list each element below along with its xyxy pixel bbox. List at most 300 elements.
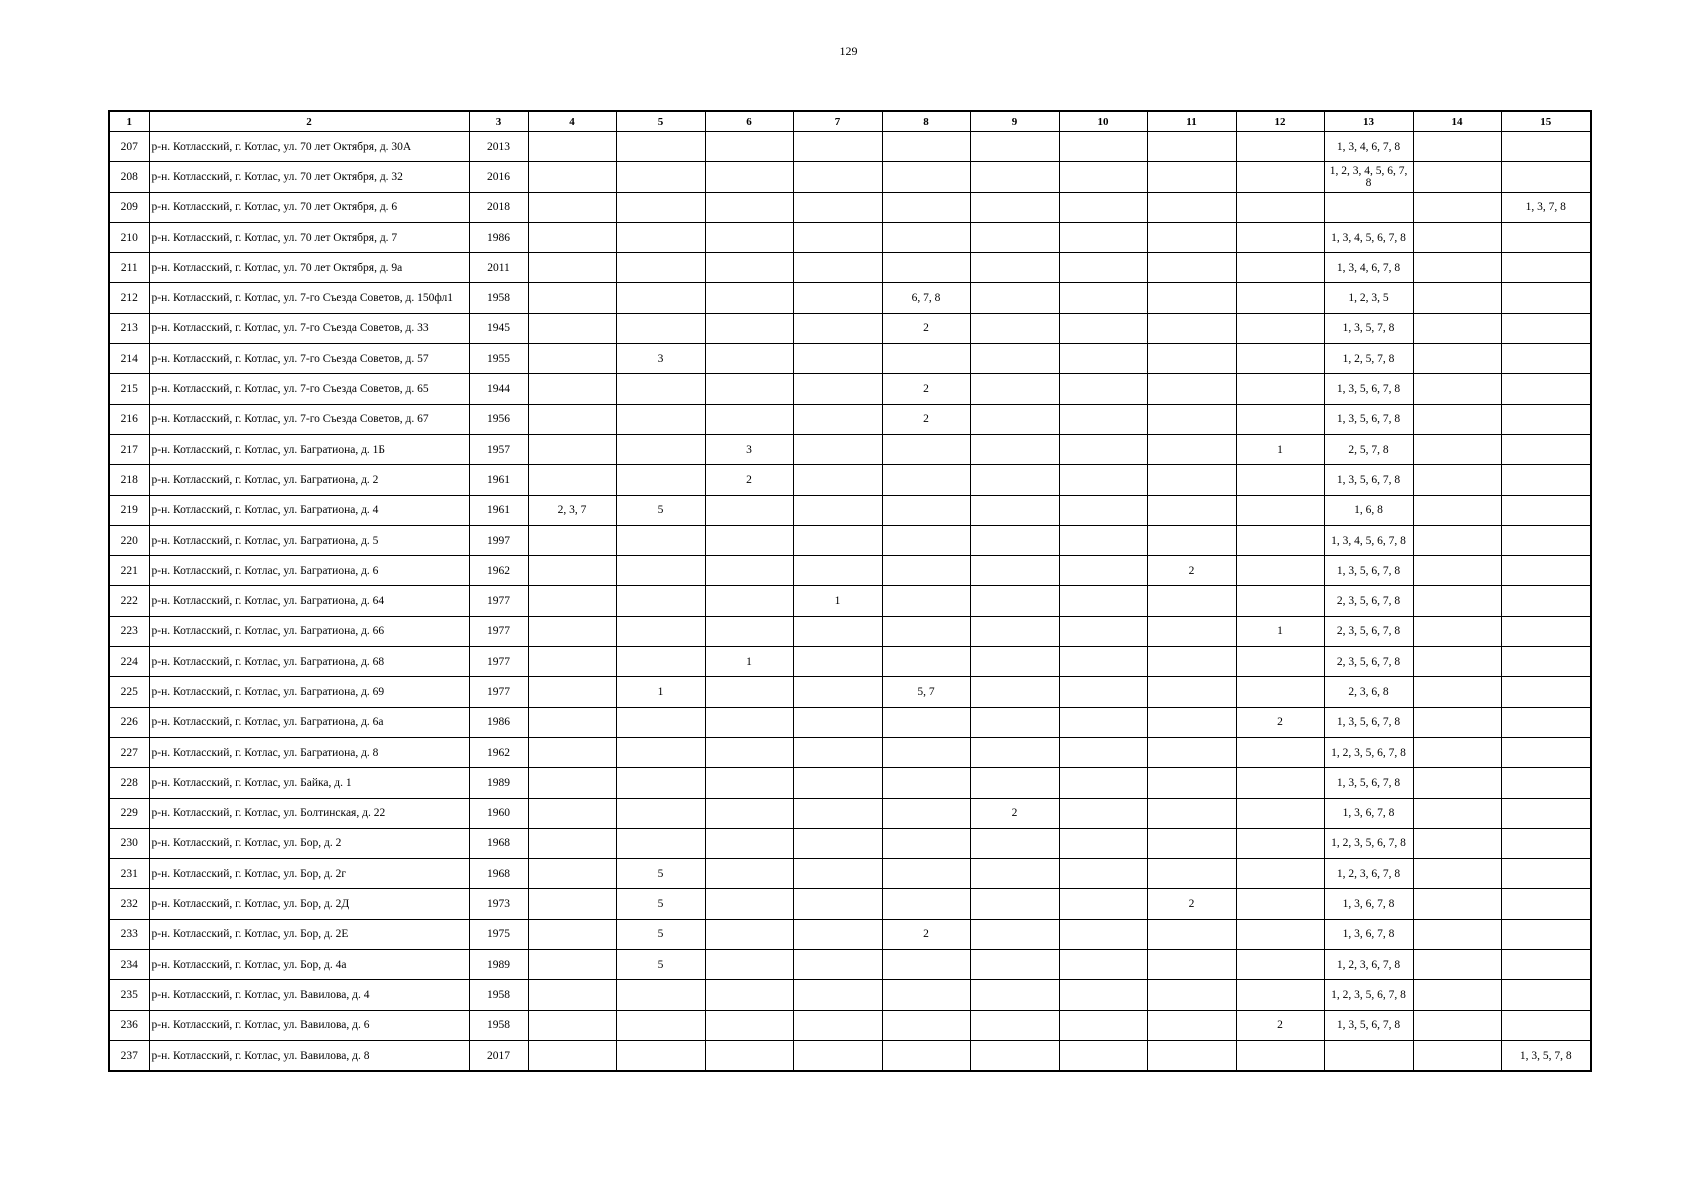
table-cell <box>1236 465 1324 495</box>
table-cell: 1, 3, 6, 7, 8 <box>1324 798 1413 828</box>
table-cell <box>1147 313 1236 343</box>
table-cell <box>616 404 705 434</box>
table-cell <box>970 919 1059 949</box>
table-cell <box>616 798 705 828</box>
row-number-cell: 217 <box>109 434 149 464</box>
row-number-cell: 210 <box>109 222 149 252</box>
table-cell <box>705 222 793 252</box>
table-row <box>109 162 1591 192</box>
table-cell <box>793 616 882 646</box>
column-header-1: 1 <box>109 111 149 132</box>
table-cell <box>1236 253 1324 283</box>
table-cell <box>705 919 793 949</box>
table-cell <box>1147 859 1236 889</box>
table-cell <box>793 222 882 252</box>
table-cell <box>616 647 705 677</box>
table-cell <box>970 950 1059 980</box>
table-cell <box>1501 828 1591 858</box>
year-cell: 1989 <box>469 950 528 980</box>
table-cell <box>793 980 882 1010</box>
table-row <box>109 859 1591 889</box>
table-cell <box>793 434 882 464</box>
table-cell: 1, 2, 3, 5, 6, 7, 8 <box>1324 828 1413 858</box>
table-cell <box>1324 1040 1413 1071</box>
table-cell <box>793 374 882 404</box>
table-cell <box>616 222 705 252</box>
table-cell <box>882 980 970 1010</box>
address-cell: р-н. Котласский, г. Котлас, ул. Багратиона, д. 2 <box>149 465 469 495</box>
table-cell <box>1147 283 1236 313</box>
address-cell: р-н. Котласский, г. Котлас, ул. Багратиона, д. 69 <box>149 677 469 707</box>
table-cell <box>1147 222 1236 252</box>
table-row <box>109 465 1591 495</box>
table-cell <box>616 556 705 586</box>
table-cell <box>1236 919 1324 949</box>
table-cell <box>616 434 705 464</box>
table-cell <box>1413 859 1501 889</box>
table-row <box>109 132 1591 162</box>
table-cell <box>616 465 705 495</box>
table-cell <box>793 556 882 586</box>
row-number-cell: 234 <box>109 950 149 980</box>
table-cell: 3 <box>705 434 793 464</box>
table-cell <box>528 253 616 283</box>
table-cell <box>1147 950 1236 980</box>
table-row <box>109 707 1591 737</box>
table-cell <box>1147 253 1236 283</box>
year-cell: 1957 <box>469 434 528 464</box>
table-cell <box>705 707 793 737</box>
table-cell <box>1059 828 1147 858</box>
table-cell <box>793 313 882 343</box>
table-cell: 6, 7, 8 <box>882 283 970 313</box>
table-cell <box>882 162 970 192</box>
row-number-cell: 228 <box>109 768 149 798</box>
address-cell: р-н. Котласский, г. Котлас, ул. Багратиона, д. 5 <box>149 525 469 555</box>
table-cell <box>1236 768 1324 798</box>
year-cell: 1961 <box>469 465 528 495</box>
table-cell <box>1413 495 1501 525</box>
address-cell: р-н. Котласский, г. Котлас, ул. Багратиона, д. 64 <box>149 586 469 616</box>
table-row <box>109 344 1591 374</box>
table-cell <box>882 434 970 464</box>
table-cell <box>793 404 882 434</box>
table-cell <box>970 253 1059 283</box>
table-cell <box>1413 919 1501 949</box>
table-cell <box>1236 222 1324 252</box>
table-cell <box>705 768 793 798</box>
table-cell <box>970 889 1059 919</box>
table-cell <box>882 1010 970 1040</box>
table-cell <box>1501 737 1591 767</box>
year-cell: 1958 <box>469 1010 528 1040</box>
table-cell <box>793 465 882 495</box>
table-cell: 1, 3, 5, 6, 7, 8 <box>1324 1010 1413 1040</box>
table-cell <box>1236 586 1324 616</box>
table-cell <box>1413 404 1501 434</box>
column-header-3: 3 <box>469 111 528 132</box>
address-cell: р-н. Котласский, г. Котлас, ул. 7-го Съезда Советов, д. 57 <box>149 344 469 374</box>
year-cell: 1945 <box>469 313 528 343</box>
table-cell: 1, 2, 3, 5, 6, 7, 8 <box>1324 737 1413 767</box>
table-cell <box>1059 344 1147 374</box>
table-cell <box>793 707 882 737</box>
table-cell <box>1324 192 1413 222</box>
table-cell <box>882 889 970 919</box>
table-cell <box>1413 556 1501 586</box>
table-cell <box>1147 616 1236 646</box>
row-number-cell: 209 <box>109 192 149 222</box>
table-cell <box>1059 889 1147 919</box>
table-cell <box>882 344 970 374</box>
table-cell <box>705 313 793 343</box>
table-cell <box>1059 586 1147 616</box>
table-cell <box>1059 162 1147 192</box>
row-number-cell: 224 <box>109 647 149 677</box>
table-cell <box>1147 737 1236 767</box>
table-cell <box>1147 495 1236 525</box>
table-cell <box>528 434 616 464</box>
table-cell <box>1501 132 1591 162</box>
table-cell <box>1501 768 1591 798</box>
table-cell <box>882 525 970 555</box>
table-cell <box>1501 465 1591 495</box>
table-cell <box>705 950 793 980</box>
column-header-10: 10 <box>1059 111 1147 132</box>
table-cell <box>705 132 793 162</box>
table-cell <box>1413 162 1501 192</box>
year-cell: 1955 <box>469 344 528 374</box>
table-cell <box>882 465 970 495</box>
table-cell <box>1501 404 1591 434</box>
table-row <box>109 1040 1591 1071</box>
table-cell <box>616 737 705 767</box>
table-cell <box>882 859 970 889</box>
table-cell <box>616 768 705 798</box>
year-cell: 1944 <box>469 374 528 404</box>
table-cell <box>705 859 793 889</box>
table-cell <box>1059 980 1147 1010</box>
table-cell: 2 <box>882 313 970 343</box>
row-number-cell: 214 <box>109 344 149 374</box>
table-cell <box>705 344 793 374</box>
table-cell <box>1059 313 1147 343</box>
year-cell: 2016 <box>469 162 528 192</box>
table-row <box>109 374 1591 404</box>
table-cell <box>616 616 705 646</box>
table-cell <box>1236 798 1324 828</box>
table-cell <box>1501 162 1591 192</box>
table-cell <box>882 647 970 677</box>
address-cell: р-н. Котласский, г. Котлас, ул. Бор, д. 2Е <box>149 919 469 949</box>
table-cell <box>705 1040 793 1071</box>
table-cell: 1, 3, 5, 6, 7, 8 <box>1324 768 1413 798</box>
table-row <box>109 556 1591 586</box>
buildings-table <box>108 110 1592 1072</box>
table-cell <box>1059 647 1147 677</box>
address-cell: р-н. Котласский, г. Котлас, ул. 70 лет Октября, д. 6 <box>149 192 469 222</box>
table-cell: 2 <box>1147 889 1236 919</box>
year-cell: 1989 <box>469 768 528 798</box>
table-cell <box>970 1010 1059 1040</box>
table-cell <box>1059 374 1147 404</box>
table-cell <box>616 162 705 192</box>
row-number-cell: 208 <box>109 162 149 192</box>
table-cell <box>1413 889 1501 919</box>
table-row <box>109 677 1591 707</box>
table-cell <box>970 374 1059 404</box>
table-cell <box>1147 677 1236 707</box>
table-cell <box>970 1040 1059 1071</box>
table-cell: 1, 3, 5, 6, 7, 8 <box>1324 404 1413 434</box>
row-number-cell: 207 <box>109 132 149 162</box>
table-row <box>109 889 1591 919</box>
table-cell <box>1413 525 1501 555</box>
address-cell: р-н. Котласский, г. Котлас, ул. 7-го Съезда Советов, д. 150фл1 <box>149 283 469 313</box>
table-cell <box>1147 344 1236 374</box>
table-cell <box>970 132 1059 162</box>
row-number-cell: 213 <box>109 313 149 343</box>
table-cell: 5 <box>616 919 705 949</box>
table-cell <box>1413 1040 1501 1071</box>
table-cell <box>1413 707 1501 737</box>
table-cell <box>528 798 616 828</box>
table-cell <box>882 1040 970 1071</box>
table-cell <box>1501 344 1591 374</box>
table-row <box>109 1010 1591 1040</box>
table-cell <box>793 647 882 677</box>
table-cell: 1 <box>705 647 793 677</box>
address-cell: р-н. Котласский, г. Котлас, ул. 7-го Съезда Советов, д. 67 <box>149 404 469 434</box>
table-cell <box>1147 434 1236 464</box>
table-cell: 1, 2, 3, 5, 6, 7, 8 <box>1324 980 1413 1010</box>
table-cell <box>1501 253 1591 283</box>
table-cell <box>1059 1040 1147 1071</box>
table-cell <box>1501 222 1591 252</box>
table-cell <box>1413 192 1501 222</box>
table-cell <box>1413 950 1501 980</box>
table-cell <box>882 616 970 646</box>
table-cell <box>1501 919 1591 949</box>
row-number-cell: 220 <box>109 525 149 555</box>
column-header-8: 8 <box>882 111 970 132</box>
row-number-cell: 235 <box>109 980 149 1010</box>
table-cell <box>1501 556 1591 586</box>
table-cell <box>528 374 616 404</box>
table-cell <box>1501 525 1591 555</box>
table-cell: 2, 3, 5, 6, 7, 8 <box>1324 586 1413 616</box>
table-cell: 1, 3, 5, 7, 8 <box>1324 313 1413 343</box>
table-cell <box>616 586 705 616</box>
table-cell: 1, 3, 5, 6, 7, 8 <box>1324 465 1413 495</box>
table-cell <box>1501 859 1591 889</box>
table-row <box>109 647 1591 677</box>
table-cell: 2, 3, 7 <box>528 495 616 525</box>
table-cell: 1, 2, 5, 7, 8 <box>1324 344 1413 374</box>
table-cell <box>705 253 793 283</box>
table-cell <box>1059 434 1147 464</box>
table-cell <box>1147 465 1236 495</box>
table-row <box>109 950 1591 980</box>
column-header-6: 6 <box>705 111 793 132</box>
table-cell <box>970 222 1059 252</box>
year-cell: 1956 <box>469 404 528 434</box>
table-cell <box>1147 525 1236 555</box>
address-cell: р-н. Котласский, г. Котлас, ул. 7-го Съезда Советов, д. 33 <box>149 313 469 343</box>
table-cell <box>793 525 882 555</box>
table-cell <box>705 525 793 555</box>
year-cell: 1977 <box>469 616 528 646</box>
table-cell <box>1147 828 1236 858</box>
table-cell: 1, 2, 3, 4, 5, 6, 7, 8 <box>1324 162 1413 192</box>
table-cell <box>1059 222 1147 252</box>
table-cell: 2, 3, 5, 6, 7, 8 <box>1324 616 1413 646</box>
table-cell <box>1236 313 1324 343</box>
table-cell <box>1059 616 1147 646</box>
table-cell <box>793 859 882 889</box>
table-cell <box>1147 404 1236 434</box>
table-row <box>109 980 1591 1010</box>
table-cell <box>1413 798 1501 828</box>
table-row <box>109 253 1591 283</box>
table-cell <box>528 344 616 374</box>
table-cell <box>1236 556 1324 586</box>
table-cell <box>882 707 970 737</box>
table-cell: 2 <box>1236 1010 1324 1040</box>
table-cell <box>1413 768 1501 798</box>
table-cell <box>528 647 616 677</box>
table-row <box>109 283 1591 313</box>
address-cell: р-н. Котласский, г. Котлас, ул. Багратиона, д. 68 <box>149 647 469 677</box>
address-cell: р-н. Котласский, г. Котлас, ул. Бор, д. 2Д <box>149 889 469 919</box>
table-cell <box>882 556 970 586</box>
address-cell: р-н. Котласский, г. Котлас, ул. Вавилова, д. 6 <box>149 1010 469 1040</box>
table-cell: 2 <box>1147 556 1236 586</box>
table-cell <box>616 192 705 222</box>
table-row <box>109 586 1591 616</box>
table-cell <box>616 707 705 737</box>
table-cell <box>705 616 793 646</box>
table-cell <box>1501 434 1591 464</box>
address-cell: р-н. Котласский, г. Котлас, ул. Болтинская, д. 22 <box>149 798 469 828</box>
table-cell <box>528 525 616 555</box>
column-header-2: 2 <box>149 111 469 132</box>
table-cell <box>705 495 793 525</box>
table-cell <box>705 162 793 192</box>
table-cell <box>1501 586 1591 616</box>
table-cell <box>528 768 616 798</box>
table-cell: 1, 2, 3, 5 <box>1324 283 1413 313</box>
table-cell <box>1501 495 1591 525</box>
table-cell <box>970 404 1059 434</box>
year-cell: 1973 <box>469 889 528 919</box>
address-cell: р-н. Котласский, г. Котлас, ул. 70 лет Октября, д. 32 <box>149 162 469 192</box>
table-cell <box>528 465 616 495</box>
table-cell <box>1413 465 1501 495</box>
table-cell <box>1059 495 1147 525</box>
address-cell: р-н. Котласский, г. Котлас, ул. Байка, д. 1 <box>149 768 469 798</box>
table-cell <box>1147 374 1236 404</box>
table-cell <box>616 313 705 343</box>
table-cell <box>1059 283 1147 313</box>
table-cell <box>793 283 882 313</box>
table-cell <box>970 768 1059 798</box>
table-cell <box>970 859 1059 889</box>
table-row <box>109 828 1591 858</box>
table-cell: 1, 2, 3, 6, 7, 8 <box>1324 950 1413 980</box>
table-cell <box>528 677 616 707</box>
table-row <box>109 798 1591 828</box>
table-cell <box>705 980 793 1010</box>
table-cell <box>1236 737 1324 767</box>
table-cell <box>1501 647 1591 677</box>
address-cell: р-н. Котласский, г. Котлас, ул. Багратиона, д. 4 <box>149 495 469 525</box>
page-number: 129 <box>839 44 858 58</box>
table-cell: 1 <box>793 586 882 616</box>
table-cell <box>882 737 970 767</box>
table-cell <box>528 859 616 889</box>
table-cell <box>1236 647 1324 677</box>
table-cell: 2 <box>882 374 970 404</box>
column-header-9: 9 <box>970 111 1059 132</box>
table-cell: 2 <box>882 404 970 434</box>
table-cell <box>1501 283 1591 313</box>
year-cell: 1961 <box>469 495 528 525</box>
table-cell <box>1059 253 1147 283</box>
table-cell <box>1059 525 1147 555</box>
table-cell <box>970 465 1059 495</box>
column-header-11: 11 <box>1147 111 1236 132</box>
table-cell <box>1147 162 1236 192</box>
table-cell: 1 <box>616 677 705 707</box>
table-row <box>109 404 1591 434</box>
table-cell <box>1413 980 1501 1010</box>
table-cell <box>1059 192 1147 222</box>
address-cell: р-н. Котласский, г. Котлас, ул. 70 лет Октября, д. 9а <box>149 253 469 283</box>
year-cell: 1962 <box>469 556 528 586</box>
table-cell <box>793 768 882 798</box>
row-number-cell: 231 <box>109 859 149 889</box>
table-cell <box>970 647 1059 677</box>
row-number-cell: 216 <box>109 404 149 434</box>
table-cell <box>1059 950 1147 980</box>
year-cell: 1997 <box>469 525 528 555</box>
table-row <box>109 919 1591 949</box>
table-cell <box>528 132 616 162</box>
address-cell: р-н. Котласский, г. Котлас, ул. Багратиона, д. 6а <box>149 707 469 737</box>
table-cell <box>616 1040 705 1071</box>
table-cell <box>616 374 705 404</box>
table-cell <box>1236 980 1324 1010</box>
table-cell <box>616 980 705 1010</box>
address-cell: р-н. Котласский, г. Котлас, ул. Бор, д. 2г <box>149 859 469 889</box>
table-cell <box>528 950 616 980</box>
table-cell: 3 <box>616 344 705 374</box>
table-cell <box>1059 1010 1147 1040</box>
table-cell: 2, 3, 5, 6, 7, 8 <box>1324 647 1413 677</box>
table-cell <box>528 586 616 616</box>
table-cell <box>1147 980 1236 1010</box>
table-cell <box>616 132 705 162</box>
table-cell <box>705 556 793 586</box>
table-cell <box>970 737 1059 767</box>
table-cell <box>1059 798 1147 828</box>
table-cell <box>1147 1040 1236 1071</box>
table-cell: 1, 3, 4, 5, 6, 7, 8 <box>1324 222 1413 252</box>
table-cell <box>793 1040 882 1071</box>
table-cell <box>1236 677 1324 707</box>
table-cell <box>1147 1010 1236 1040</box>
